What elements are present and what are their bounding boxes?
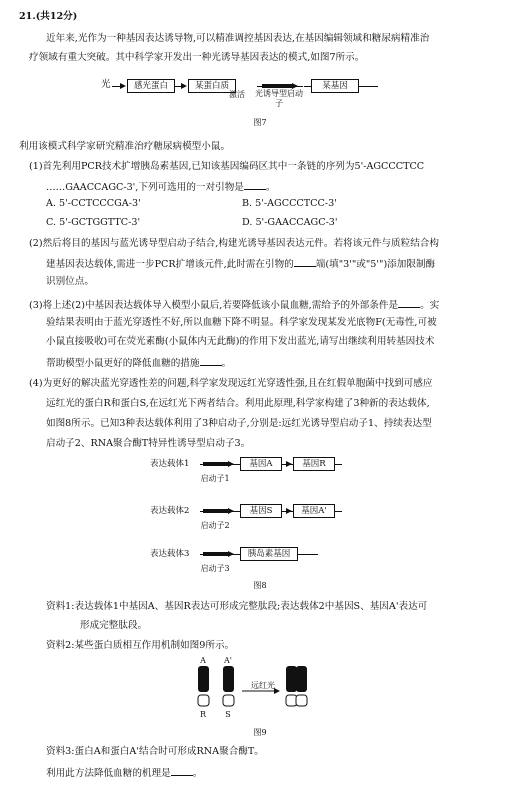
q1-end: 。 — [265, 182, 276, 193]
material-3-text: 资料3:蛋白A和蛋白A'结合时可形成RNA聚合酶T。 — [46, 746, 264, 757]
fig8-caption: 图8 — [253, 581, 267, 590]
q1-line-2-text: ……GAACCAGC-3',下列可选用的一对引物是 — [46, 182, 244, 193]
vector-3-label: 表达载体3 — [150, 549, 190, 559]
fig9-label-a: A — [200, 656, 206, 665]
material-1-line-2: 形成完整肽段。 — [80, 620, 148, 631]
q4-line-1: (4)为更好的解决蓝光穿透性差的问题,科学家发现远红光穿透性强,且在红假单胞菌中找到可感应 — [29, 378, 433, 389]
q3-line-3: 小鼠直接吸收)可在荧光素酶(小鼠体内无此酶)的作用下发出蓝光,请写出继续利用转基因技术 — [46, 336, 435, 347]
q1-line-2 — [46, 180, 275, 194]
q2-line-1: (2)然后将目的基因与蓝光诱导型启动子结合,构建光诱导基因表达元件。若将该元件与质粒结合构 — [29, 238, 439, 249]
vector-2-gene-s: 基因S — [240, 504, 282, 518]
vector-3-insulin-gene: 胰岛素基因 — [240, 547, 298, 561]
vector-1-label: 表达载体1 — [150, 459, 190, 469]
vector-1-promoter: 启动子1 — [200, 474, 230, 483]
bound-r-shape — [286, 695, 297, 706]
q2-line-3: 识别位点。 — [46, 276, 94, 287]
final-question-end: 。 — [192, 768, 203, 779]
q3-line-1 — [29, 298, 439, 312]
lead-text: 利用该模式科学家研究精准治疗糖尿病模型小鼠。 — [19, 141, 231, 152]
q3-line-4-text: 帮助模型小鼠更好的降低血糖的措施 — [46, 358, 200, 369]
protein-a-prime-shape — [223, 666, 234, 692]
q2-answer-blank[interactable] — [294, 257, 316, 267]
option-a: A. 5'-CCTCCCGA-3' — [46, 198, 141, 209]
q3-line-2: 验结果表明由于蓝光穿透性不好,所以血糖下降不明显。科学家发现某发光底物F(无毒性,可被 — [46, 317, 437, 328]
vector-1-gene-a: 基因A — [240, 457, 282, 471]
q3-answer-blank-1[interactable] — [398, 298, 420, 308]
material-1-line-1: 资料1:表达载体1中基因A、基因R表达可形成完整肽段;表达载体2中基因S、基因A'表达可 — [46, 601, 428, 612]
fig7-promoter-label: 光诱导型启动子 — [255, 89, 303, 108]
q2-line-2 — [46, 257, 435, 271]
vector-2-gene-a-prime: 基因A' — [293, 504, 335, 518]
fig9-caption: 图9 — [253, 728, 267, 737]
fig7-gene-box: 某基因 — [311, 79, 359, 93]
fig9-arrow-label: 远红光 — [251, 681, 275, 690]
q4-line-3: 如图8所示。已知3种表达载体利用了3种启动子,分别是:远红光诱导型启动子1、持续表达型 — [46, 418, 432, 429]
q3-line-4-end: 。 — [221, 358, 232, 369]
q4-line-4: 启动子2、RNA聚合酶T特异性诱导型启动子3。 — [46, 438, 251, 449]
vector-2-promoter: 启动子2 — [200, 521, 230, 530]
q1-answer-blank[interactable] — [244, 180, 266, 190]
fig7-light-label: 光 — [101, 79, 111, 90]
bound-s-shape — [296, 695, 307, 706]
fig7-photoreceptor-box: 感光蛋白 — [127, 79, 175, 93]
fig7-protein-box: 某蛋白质 — [188, 79, 236, 93]
intro-line-1: 近年来,光作为一种基因表达诱导物,可以精准调控基因表达,在基因编辑领域和糖尿病精准治 — [46, 33, 430, 44]
vector-2-label: 表达载体2 — [150, 506, 190, 516]
q3-line-1-end: 。实 — [420, 300, 440, 311]
protein-r-shape — [198, 695, 209, 706]
q3-line-4 — [46, 356, 231, 370]
q3-answer-blank-2[interactable] — [200, 356, 222, 366]
fig9-label-r: R — [199, 710, 207, 719]
q2-line-2-text: 建基因表达载体,需进一步PCR扩增该元件,此时需在引物的 — [46, 259, 294, 270]
option-d: D. 5'-GAACCAGC-3' — [242, 217, 338, 228]
final-question-text: 利用此方法降低血糖的机理是 — [46, 768, 171, 779]
protein-s-shape — [223, 695, 234, 706]
q1-line-1: (1)首先利用PCR技术扩增胰岛素基因,已知该基因编码区其中一条链的序列为5'-AGCCCTCC — [29, 161, 425, 172]
material-2-text: 资料2:某些蛋白质相互作用机制如图9所示。 — [46, 640, 235, 651]
intro-line-2: 疗领域有重大突破。其中科学家开发出一种光诱导基因表达的模式,如图7所示。 — [29, 52, 365, 63]
fig9-label-s: S — [225, 710, 231, 719]
final-question — [46, 766, 202, 780]
bound-a-shape — [286, 666, 297, 692]
bound-a-prime-shape — [296, 666, 307, 692]
fig7-activate-label: 激活 — [229, 90, 245, 99]
fig7-caption: 图7 — [253, 118, 267, 127]
vector-1-gene-r: 基因R — [293, 457, 335, 471]
option-c: C. 5'-GCTGGTTC-3' — [46, 217, 141, 228]
option-b: B. 5'-AGCCCTCC-3' — [242, 198, 337, 209]
question-header: 21.(共12分) — [19, 11, 78, 22]
q4-line-2: 远红光的蛋白R和蛋白S,在远红光下两者结合。利用此原理,科学家构建了3种新的表达载体, — [46, 398, 430, 409]
fig9-label-a-prime: A' — [224, 656, 232, 665]
protein-a-shape — [198, 666, 209, 692]
q3-line-1-text: (3)将上述(2)中基因表达载体导入模型小鼠后,若要降低该小鼠血糖,需给予的外部条件是 — [29, 300, 399, 311]
q2-line-2-end: 端(填"3'"或"5'")添加限制酶 — [315, 259, 436, 270]
final-answer-blank[interactable] — [171, 766, 193, 776]
vector-3-promoter: 启动子3 — [200, 564, 230, 573]
